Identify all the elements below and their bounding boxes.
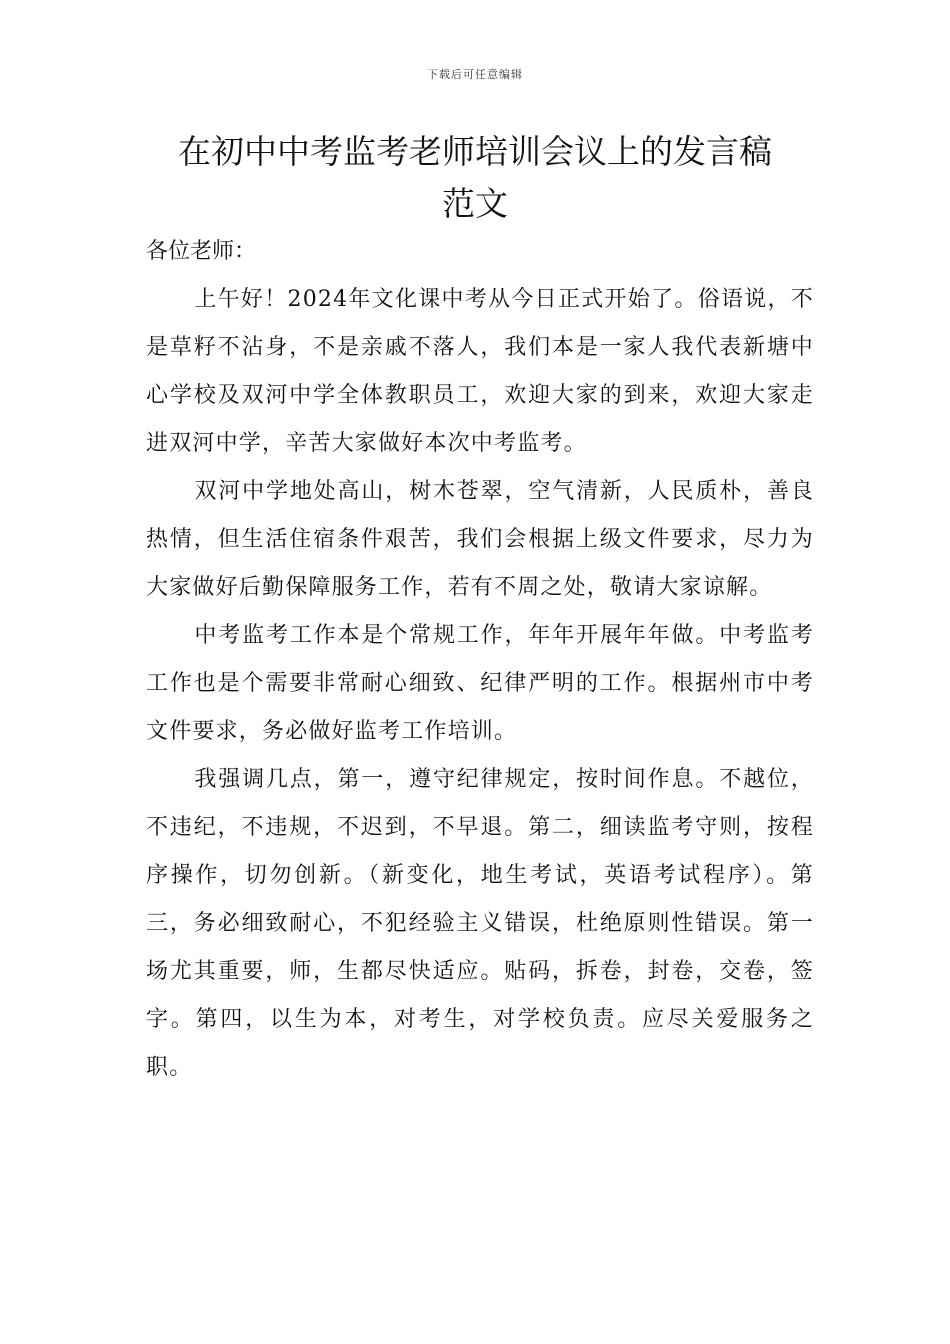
- document-title: [110, 126, 840, 230]
- salutation: 各位老师：: [146, 239, 257, 264]
- document-body: [146, 276, 814, 1092]
- title-line-1: 在初中中考监考老师培训会议上的发言稿: [178, 132, 772, 171]
- header-note: 下载后可任意编辑: [427, 68, 523, 81]
- paragraph-3: 中考监考工作本是个常规工作，年年开展年年做。中考监考工作也是个需要非常耐心细致、纪律严明的工作。根据州市中考文件要求，务必做好监考工作培训。: [146, 623, 814, 744]
- title-line-2: 范文: [442, 184, 508, 223]
- paragraph-4: 我强调几点，第一，遵守纪律规定，按时间作息。不越位，不违纪，不违规，不迟到，不早退。第二，细读监考守则，按程序操作，切勿创新。（新变化，地生考试，英语考试程序）。第三，务必细致耐心，不犯经验主义错误，杜绝原则性错误。第一场尤其重要，师，生都尽快适应。贴码，拆卷，封卷，交卷，签字。第四，以生为本，对考生，对学校负责。应尽关爱服务之职。: [146, 767, 814, 1080]
- paragraph-2: 双河中学地处高山，树木苍翠，空气清新，人民质朴，善良热情，但生活住宿条件艰苦，我们会根据上级文件要求，尽力为大家做好后勤保障服务工作，若有不周之处，敬请大家谅解。: [146, 479, 814, 600]
- paragraph-1: 上午好！2024年文化课中考从今日正式开始了。俗语说，不是草籽不沾身，不是亲戚不落人，我们本是一家人我代表新塘中心学校及双河中学全体教职员工，欢迎大家的到来，欢迎大家走进双河中学，辛苦大家做好本次中考监考。: [146, 287, 814, 456]
